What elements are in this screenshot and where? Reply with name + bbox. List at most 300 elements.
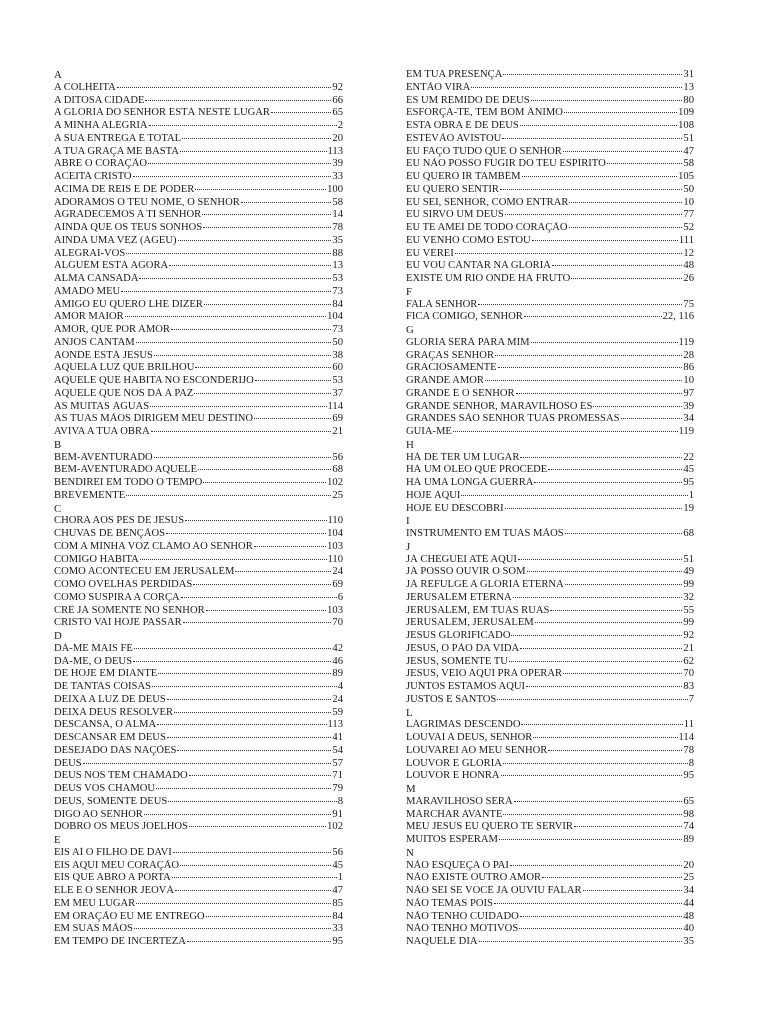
index-entry [406,758,694,771]
entry-page-number: 13 [683,81,694,93]
dot-leader [126,495,331,496]
dot-leader [503,74,682,75]
section-letter: M [406,783,416,795]
dot-leader [607,163,683,164]
entry-title: LOUVAI A DEUS, SENHOR [406,732,533,743]
entry-page-number: 1 [337,872,343,884]
dot-leader [479,941,683,942]
entry-title: COMO OVELHAS PERDIDAS [54,579,193,590]
index-entry [406,184,694,197]
entry-page-number: 84 [332,910,343,922]
entry-title: DEIXA A LUZ DE DEUS [54,693,166,705]
entry-page-number: 69 [332,413,343,425]
dot-leader [571,278,682,279]
dot-leader [503,763,688,764]
entry-title: ESFORÇA-TE, TEM BOM ÂNIMO [406,107,563,119]
entry-page-number: 113 [327,719,343,731]
dot-leader [156,788,331,789]
index-entry [406,503,694,516]
entry-page-number: 26 [683,273,694,284]
entry-title: EU VEREI [406,247,454,259]
section-letter-heading [406,541,694,554]
index-entry [406,69,694,82]
entry-title: DEUS NOS TEM CHAMADO [54,770,188,782]
entry-page-number: 35 [332,234,343,246]
entry-page-number: 99 [683,579,694,590]
entry-title: EXISTE UM RIO ONDE HÁ FRUTO [406,273,571,284]
dot-leader [125,316,326,317]
index-entry [54,898,343,911]
entry-title: ALGUÉM ESTÁ AGORA [54,260,169,272]
index-column-right [406,69,694,949]
entry-page-number: 73 [332,324,343,335]
dot-leader [136,903,331,904]
dot-leader [524,316,662,317]
entry-title: NÃO EXISTE OUTRO AMOR [406,872,542,884]
dot-leader [564,112,677,113]
index-entry [406,860,694,873]
entry-title: NÃO TENHO MOTIVOS [406,923,519,935]
dot-leader [195,189,326,190]
entry-page-number: 32 [683,591,694,603]
entry-title: JÁ POSSO OUVIR O SOM [406,566,526,578]
dot-leader [175,890,331,891]
entry-title: JESUS GLORIFICADO [406,630,511,641]
dot-leader [526,686,682,687]
dot-leader [563,151,683,152]
dot-leader [185,520,326,521]
index-entry [406,630,694,643]
entry-title: ACEITA CRISTO [54,171,132,182]
entry-page-number: 55 [683,604,694,616]
entry-page-number: 92 [332,81,343,93]
dot-leader [621,418,683,419]
entry-title: GUIA-ME [406,426,452,437]
dot-leader [157,724,326,725]
section-letter-heading [54,834,343,847]
dot-leader [154,457,332,458]
entry-page-number: 89 [683,834,694,845]
entry-page-number: 84 [332,298,343,310]
entry-page-number: 88 [332,247,343,259]
entry-page-number: 50 [332,336,343,348]
index-entry [406,528,694,541]
entry-title: MARCHAR AVANTE [406,808,503,820]
index-entry [54,311,343,324]
entry-title: EIS AÍ O FILHO DE DAVI [54,846,172,858]
entry-page-number: 71 [332,770,343,782]
index-entry [54,541,343,554]
entry-page-number: 119 [678,336,694,348]
entry-page-number: 102 [327,477,343,488]
entry-page-number: 104 [327,311,343,323]
index-entry [54,605,343,618]
index-entry [406,209,694,222]
entry-title: NÃO SEI SE VOCÊ JÁ OUVIU FALAR [406,885,582,896]
entry-title: NÃO TENHO CUIDADO [406,910,519,922]
index-entry [406,605,694,618]
index-entry [406,133,694,146]
entry-title: AQUELE QUE NOS DÁ A PAZ [54,387,194,399]
section-letter: A [54,69,62,81]
dot-leader [522,176,678,177]
dot-leader [181,597,337,598]
dot-leader [204,304,332,305]
section-letter-heading [406,286,694,299]
index-entry [54,592,343,605]
dot-leader [235,571,331,572]
dot-leader [206,610,326,611]
entry-page-number: 95 [332,936,343,947]
entry-title: LOUVOR E HONRA [406,770,500,782]
dot-leader [167,737,332,738]
entry-page-number: 45 [683,464,694,476]
entry-title: DEUS, SOMENTE DEUS [54,795,168,807]
dot-leader [593,406,682,407]
entry-title: JERUSALÉM, EM TUAS RUAS [406,604,550,616]
dot-leader [453,431,678,432]
index-entry [406,898,694,911]
dot-leader [154,355,332,356]
dot-leader [171,329,331,330]
index-entry [54,95,343,108]
entry-page-number: 113 [327,145,343,157]
index-entry [54,923,343,936]
dot-leader [121,291,331,292]
entry-page-number: 24 [332,566,343,578]
index-entry [54,528,343,541]
dot-leader [140,559,327,560]
entry-page-number: 41 [332,732,343,743]
entry-title: DE HOJE EM DIANTE [54,668,158,680]
entry-page-number: 78 [683,744,694,756]
index-entry [54,745,343,758]
index-entry [406,299,694,312]
entry-title: ALEGRAI-VOS [54,247,126,259]
entry-page-number: 31 [683,69,694,80]
entry-title: EU FAÇO TUDO QUE O SENHOR [406,145,562,157]
index-entry [406,770,694,783]
entry-page-number: 10 [683,196,694,208]
dot-leader [158,673,331,674]
dot-leader [203,482,326,483]
entry-page-number: 7 [688,693,694,705]
section-letter: N [406,846,414,859]
entry-title: COMIGO HABITA [54,553,139,565]
dot-leader [498,367,683,368]
index-entry [406,872,694,885]
entry-page-number: 24 [332,693,343,705]
dot-leader [168,801,336,802]
entry-title: ALMA CANSADA [54,273,139,284]
dot-leader [542,877,682,878]
dot-leader [241,202,332,203]
dot-leader [144,814,332,815]
index-entry [406,273,694,286]
entry-page-number: 37 [332,387,343,399]
dot-leader [574,826,682,827]
entry-title: AONDE ESTÁ JESUS [54,349,153,361]
index-entry [54,350,343,363]
entry-title: GRANDE SENHOR, MARAVILHOSO ÉS [406,400,593,412]
entry-title: ADORAMOS O TEU NOME, Ó SENHOR [54,196,240,208]
entry-title: GRANDES SÃO SENHOR TUAS PROMESSAS [406,413,620,425]
index-entry [54,566,343,579]
index-entry [406,171,694,184]
entry-title: ENTÃO VIRÁ [406,81,471,93]
index-entry [54,248,343,261]
index-entry [406,656,694,669]
entry-title: AGRADECEMOS A TI SENHOR [54,209,202,221]
index-entry [54,554,343,567]
entry-title: COMO SUSPIRA A CORÇA [54,591,180,603]
index-entry [54,362,343,375]
entry-page-number: 47 [332,885,343,896]
index-entry [406,579,694,592]
entry-page-number: 38 [332,349,343,361]
dot-leader [151,431,332,432]
entry-title: EU VOU CANTAR NA GLÓRIA [406,260,551,272]
dot-leader [189,775,332,776]
dot-leader [195,367,331,368]
index-entry [406,426,694,439]
entry-title: DOBRO OS MEUS JOELHOS [54,821,188,833]
dot-leader [148,163,331,164]
entry-title: ELE É O SENHOR JEOVÁ [54,885,175,896]
entry-page-number: 83 [683,681,694,692]
entry-title: GRACIOSAMENTE [406,362,497,374]
index-entry [54,324,343,337]
section-letter: F [406,285,413,298]
entry-title: LOUVOR E GLÓRIA [406,757,502,769]
entry-page-number: 20 [683,859,694,871]
index-entry [54,911,343,924]
index-entry [54,146,343,159]
dot-leader [145,100,331,101]
dot-leader [509,661,682,662]
dot-leader [203,227,331,228]
index-entry [54,694,343,707]
dot-leader [150,406,326,407]
entry-page-number: 103 [327,540,343,552]
entry-title: AINDA UMA VEZ (AGEU) [54,234,177,246]
index-entry [54,885,343,898]
section-letter: G [406,324,414,336]
dot-leader [569,227,683,228]
index-entry [406,554,694,567]
index-entry [406,158,694,171]
dot-leader [527,571,683,572]
section-letter-heading [406,783,694,796]
dot-leader [182,138,331,139]
index-entry [54,821,343,834]
dot-leader [180,865,331,866]
index-entry [406,681,694,694]
index-entry [406,668,694,681]
entry-title: EIS AQUI MEU CORAÇÃO [54,859,180,871]
index-entry [54,860,343,873]
index-column-left [54,69,343,949]
dot-leader [177,750,331,751]
index-entry [54,770,343,783]
entry-title: ACIMA DE REIS E DE PODER [54,183,195,195]
entry-title: ÉS UM REMIDO DE DEUS [406,94,530,106]
entry-page-number: 48 [683,260,694,272]
entry-title: CHORA AOS PÉS DE JESUS [54,515,185,527]
entry-page-number: 86 [683,362,694,374]
index-entry [406,95,694,108]
entry-page-number: 104 [327,528,343,539]
entry-title: A GLÓRIA DO SENHOR ESTÁ NESTE LUGAR [54,107,270,119]
index-entry [406,885,694,898]
index-entry [406,809,694,822]
entry-title: FICA COMIGO, SENHOR [406,311,523,323]
entry-page-number: 73 [332,285,343,297]
entry-title: EM SUAS MÃOS [54,923,133,935]
dot-leader [505,508,683,509]
entry-title: ABRE O CORAÇÃO [54,158,148,170]
index-entry [406,592,694,605]
dot-leader [520,916,683,917]
index-entry [406,413,694,426]
dot-leader [501,775,683,776]
index-entry [406,120,694,133]
dot-leader [271,112,331,113]
index-entry [54,758,343,771]
index-entry [406,923,694,936]
index-entry [406,796,694,809]
index-entry [54,120,343,133]
dot-leader [255,380,332,381]
dot-leader [494,903,682,904]
entry-page-number: 8 [688,757,694,769]
entry-title: EU SIRVO UM DEUS [406,209,504,221]
dot-leader [178,240,332,241]
entry-title: INSTRUMENTO EM TUAS MÃOS [406,528,564,539]
entry-page-number: 10 [683,375,694,386]
entry-title: AMADO MEU [54,285,121,297]
entry-page-number: 53 [332,273,343,284]
index-entry [54,783,343,796]
dot-leader [254,418,331,419]
dot-leader [193,584,331,585]
entry-page-number: 45 [332,859,343,871]
dot-leader [533,737,677,738]
entry-page-number: 34 [683,413,694,425]
entry-page-number: 53 [332,375,343,386]
entry-page-number: 40 [683,923,694,935]
entry-page-number: 50 [683,183,694,195]
dot-leader [455,253,683,254]
dot-leader [531,342,678,343]
entry-title: EM TEMPO DE INCERTEZA [54,936,186,947]
section-letter: J [406,540,411,553]
dot-leader [495,355,682,356]
entry-title: AVIVA A TUA OBRA [54,426,150,437]
entry-title: LÁGRIMAS DESCENDO [406,719,521,731]
entry-page-number: 11 [683,719,694,731]
entry-title: GLÓRIA SERÁ PARA MIM [406,336,530,348]
index-entry [54,668,343,681]
dot-leader [518,559,682,560]
section-letter: L [406,706,413,719]
entry-title: FALA SENHOR [406,298,478,310]
section-letter-heading [406,324,694,337]
entry-title: AS MUITAS ÁGUAS [54,400,150,412]
index-entry [406,566,694,579]
entry-page-number: 78 [332,222,343,233]
entry-title: MUITOS ESPERAM [406,834,498,845]
index-entry [406,146,694,159]
entry-title: AMOR MAIOR [54,311,124,323]
index-entry [406,350,694,363]
entry-page-number: 70 [683,668,694,680]
entry-title: DÁ-ME MAIS FÉ [54,642,133,654]
index-entry [406,477,694,490]
entry-page-number: 28 [683,349,694,361]
entry-page-number: 44 [683,897,694,909]
index-entry [54,197,343,210]
section-letter: E [54,834,61,846]
index-entry [54,413,343,426]
dot-leader [189,826,326,827]
entry-page-number: 56 [332,451,343,463]
dot-leader [461,495,687,496]
index-entry [54,107,343,120]
index-entry [54,401,343,414]
dot-leader [520,125,677,126]
dot-leader [166,533,326,534]
section-letter-heading [406,439,694,452]
index-entry [54,490,343,503]
entry-page-number: 70 [332,617,343,629]
index-entry [54,171,343,184]
entry-title: EM MEU LUGAR [54,897,136,909]
index-entry [54,847,343,860]
entry-title: AMOR, QUE POR AMOR [54,324,170,335]
entry-title: DESCANSAR EM DEUS [54,732,166,743]
entry-title: DEUS [54,757,82,769]
entry-page-number: 19 [683,502,694,514]
index-entry [406,464,694,477]
index-entry [406,452,694,465]
entry-page-number: 110 [327,553,343,565]
section-letter-heading [406,515,694,528]
index-entry [54,707,343,720]
entry-title: CHUVAS DE BÊNÇÃOS [54,528,166,539]
index-entry [54,617,343,630]
index-entry [54,643,343,656]
index-entry [54,375,343,388]
dot-leader [548,469,682,470]
dot-leader [149,125,337,126]
entry-page-number: 4 [337,681,343,692]
index-entry [54,477,343,490]
entry-title: BREVEMENTE [54,489,126,501]
entry-title: ESTÊVÃO AVISTOU [406,132,502,144]
entry-title: BENDIREI EM TODO O TEMPO [54,477,203,488]
dot-leader [169,265,331,266]
dot-leader [520,648,682,649]
entry-page-number: 58 [332,196,343,208]
entry-title: EM TUA PRESENÇA [406,69,503,80]
entry-title: A TUA GRAÇA ME BASTA [54,145,179,157]
dot-leader [505,214,683,215]
index-entry [54,796,343,809]
index-entry [54,872,343,885]
section-letter-heading [54,630,343,643]
section-letter-heading [54,503,343,516]
